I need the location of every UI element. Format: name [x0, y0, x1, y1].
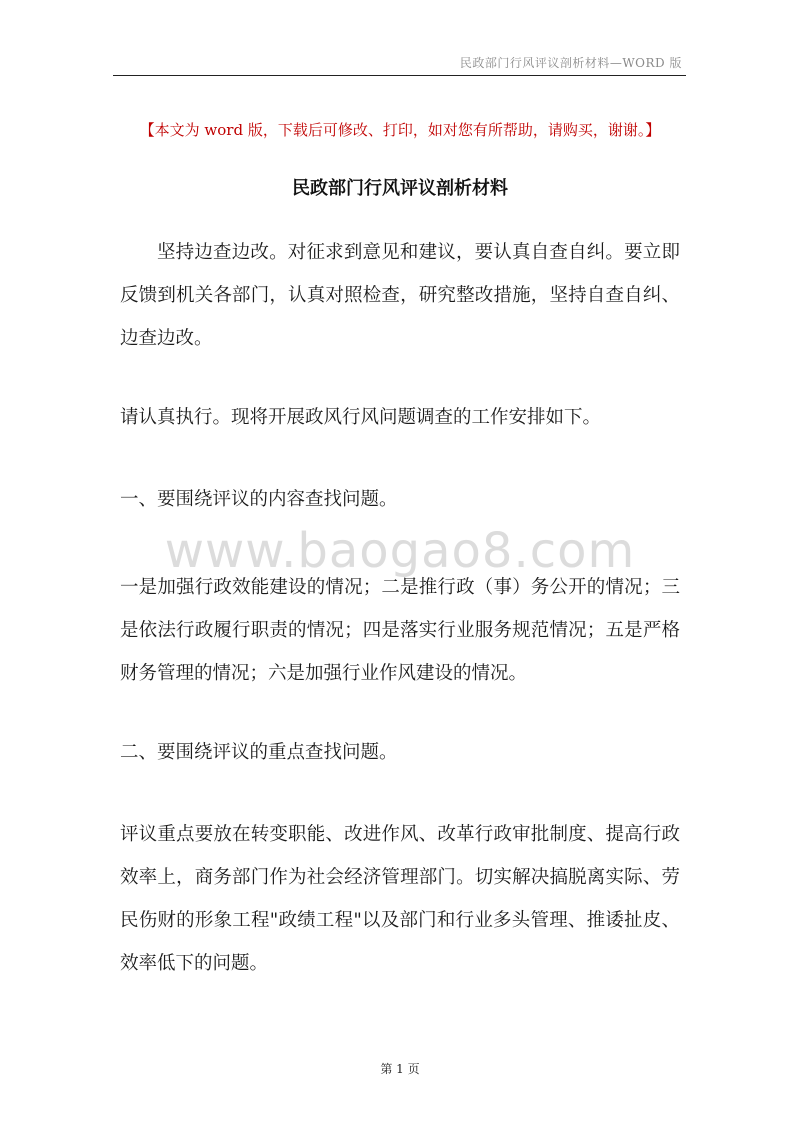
paragraph-2: 请认真执行。现将开展政风行风问题调查的工作安排如下。 [120, 407, 602, 428]
header-title: 民政部门行风评议剖析材料—WORD 版 [459, 56, 682, 70]
watermark: www.baogao8.com [164, 523, 636, 579]
paragraph-1: 坚持边查边改。对征求到意见和建议，要认真自查自纠。要立即反馈到机关各部门，认真对照检查，研究整改措施，坚持自查自纠、边查边改。 [120, 242, 680, 349]
page-number: 第 1 页 [380, 1062, 420, 1076]
purchase-notice: 【本文为 word 版，下载后可修改、打印，如对您有所帮助，请购买，谢谢。】 [139, 121, 661, 139]
header-divider [113, 75, 686, 76]
section-heading-2: 二、要围绕评议的重点查找问题。 [120, 742, 398, 763]
document-title: 民政部门行风评议剖析材料 [292, 178, 508, 199]
paragraph-4: 评议重点要放在转变职能、改进作风、改革行政审批制度、提高行政效率上，商务部门作为社会经济管理部门。切实解决搞脱离实际、劳民伤财的形象工程"政绩工程"以及部门和行业多头管理、推诿扯皮、效率低下的问题。 [120, 824, 680, 974]
paragraph-3: 一是加强行政效能建设的情况；二是推行政（事）务公开的情况；三是依法行政履行职责的情况；四是落实行业服务规范情况；五是严格财务管理的情况；六是加强行业作风建设的情况。 [120, 577, 680, 684]
section-heading-1: 一、要围绕评议的内容查找问题。 [120, 489, 398, 510]
